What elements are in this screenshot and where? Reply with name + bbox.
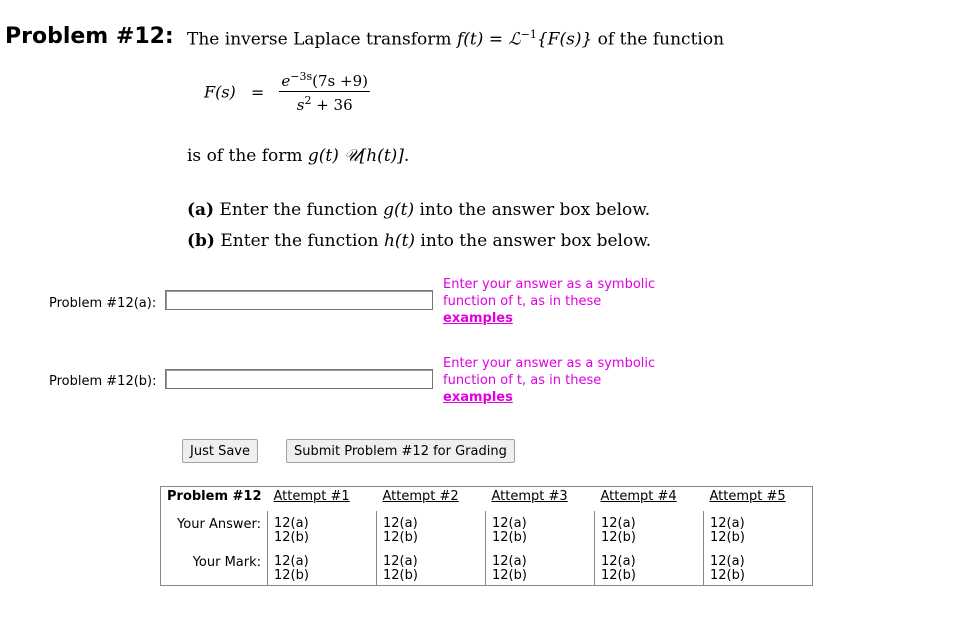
intro-suffix: of the function [592, 29, 725, 50]
answer-b-hint: Enter your answer as a symbolic function of t, as in these examples [443, 356, 656, 405]
laplace-inverse-exponent: −1 [520, 28, 537, 41]
attempts-table [160, 486, 813, 586]
problem-heading: Problem #12: [5, 24, 174, 49]
form-statement: is of the form g(t) 𝒰[h(t)]. [187, 146, 410, 166]
attempt-3-mark: 12(a) 12(b) [486, 547, 595, 586]
just-save-button[interactable]: Just Save [182, 439, 258, 463]
answer-a-label: Problem #12(a): [49, 296, 157, 311]
form-expression: g(t) 𝒰[h(t)] [307, 146, 404, 166]
your-mark-label: Your Mark: [192, 555, 262, 570]
intro-Fs: {F(s)} [536, 29, 593, 50]
attempt-1-answer: 12(a) 12(b) [268, 511, 377, 547]
attempt-4-answer: 12(a) 12(b) [595, 511, 704, 547]
attempt-4-link[interactable]: Attempt #4 [600, 489, 677, 504]
intro-ft: f(t) [456, 29, 484, 50]
attempt-3-link[interactable]: Attempt #3 [491, 489, 568, 504]
formula-denominator: $s^2 + 36$ [296, 94, 353, 114]
problem-intro [187, 28, 724, 50]
attempt-5-mark: 12(a) 12(b) [704, 547, 813, 586]
formula-numerator: $e^{-3s}(7s +9)$ [281, 70, 368, 90]
formula-equals: = [250, 82, 265, 102]
answer-b-input[interactable] [165, 369, 433, 389]
attempt-2-answer: 12(a) 12(b) [377, 511, 486, 547]
attempt-3-answer: 12(a) 12(b) [486, 511, 595, 547]
attempt-1-mark: 12(a) 12(b) [268, 547, 377, 586]
answer-a-input[interactable] [165, 290, 433, 310]
formula-fraction [279, 70, 370, 114]
attempt-5-answer: 12(a) 12(b) [704, 511, 813, 547]
answer-b-label: Problem #12(b): [49, 374, 157, 389]
your-mark-row [161, 547, 813, 586]
intro-prefix: The inverse Laplace transform [187, 29, 457, 50]
your-answer-row [161, 511, 813, 547]
submit-grading-button[interactable]: Submit Problem #12 for Grading [286, 439, 515, 463]
answer-a-hint: Enter your answer as a symbolic function of t, as in these examples [443, 277, 656, 326]
attempt-1-link[interactable]: Attempt #1 [273, 489, 350, 504]
answer-a-examples-link[interactable]: examples [443, 311, 513, 326]
attempts-header-row [161, 487, 813, 512]
attempt-2-mark: 12(a) 12(b) [377, 547, 486, 586]
your-answer-label: Your Answer: [177, 517, 262, 532]
attempt-4-mark: 12(a) 12(b) [595, 547, 704, 586]
attempt-2-link[interactable]: Attempt #2 [382, 489, 459, 504]
part-b-instruction: (b) Enter the function h(t) into the answer box below. [187, 231, 652, 251]
formula-lhs: F(s) [204, 82, 236, 102]
part-a-instruction: (a) Enter the function g(t) into the answer box below. [187, 200, 651, 220]
laplace-symbol: ℒ [508, 29, 521, 50]
transfer-formula [204, 70, 370, 114]
table-problem-header: Problem #12 [167, 489, 262, 504]
intro-eq: = [483, 29, 509, 50]
answer-b-examples-link[interactable]: examples [443, 390, 513, 405]
attempt-5-link[interactable]: Attempt #5 [709, 489, 786, 504]
